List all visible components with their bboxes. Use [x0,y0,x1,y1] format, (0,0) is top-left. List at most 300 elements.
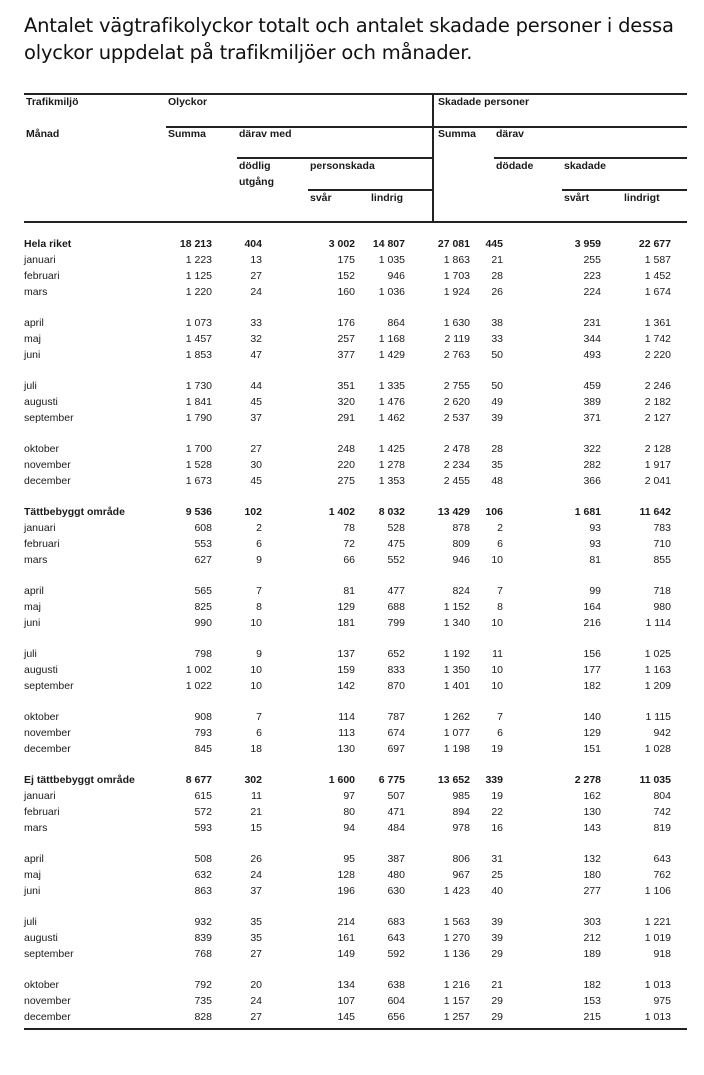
cell-personskada-lindrig: 507 [387,790,405,802]
cell-olyckor-summa: 1 125 [185,270,212,282]
header-olyckor-summa: Summa [168,128,206,140]
table-row [24,315,687,331]
cell-dodade: 29 [491,995,503,1007]
cell-skadade-lindrigt: 1 163 [644,664,671,676]
cell-personskada-lindrig: 638 [387,979,405,991]
cell-olyckor-summa: 1 002 [185,664,212,676]
cell-dodade: 16 [491,822,503,834]
cell-olyckor-summa: 839 [194,932,212,944]
cell-dodade: 35 [491,459,503,471]
cell-dodlig-utgang: 7 [256,585,262,597]
cell-skadade-summa: 2 455 [443,475,470,487]
cell-skadade-svart: 81 [589,554,601,566]
cell-personskada-lindrig: 1 429 [378,349,405,361]
cell-olyckor-summa: 768 [194,948,212,960]
cell-olyckor-summa: 1 457 [185,333,212,345]
month-label: november [24,727,71,739]
cell-personskada-lindrig: 475 [387,538,405,550]
cell-skadade-svart: 216 [583,617,601,629]
cell-skadade-lindrigt: 1 361 [644,317,671,329]
cell-olyckor-summa: 553 [194,538,212,550]
month-label: december [24,475,71,487]
cell-personskada-lindrig: 643 [387,932,405,944]
month-label: juli [24,916,37,928]
cell-dodlig-utgang: 7 [256,711,262,723]
cell-dodlig-utgang: 404 [244,238,262,250]
cell-personskada-svar: 130 [337,743,355,755]
cell-skadade-svart: 182 [583,979,601,991]
table-row [24,930,687,946]
cell-skadade-summa: 27 081 [437,238,470,250]
cell-dodade: 39 [491,916,503,928]
table-row [24,709,687,725]
cell-dodlig-utgang: 24 [250,286,262,298]
header-darav: därav [496,128,525,140]
section-label: Tättbebyggt område [24,506,125,518]
cell-skadade-summa: 2 119 [444,333,470,345]
table-row [24,331,687,347]
cell-skadade-summa: 1 216 [443,979,470,991]
cell-skadade-svart: 132 [583,853,601,865]
cell-personskada-lindrig: 946 [387,270,405,282]
table-row [24,457,687,473]
cell-personskada-lindrig: 1 462 [378,412,405,424]
table-row [24,473,687,489]
cell-personskada-svar: 176 [337,317,355,329]
cell-personskada-svar: 114 [338,711,355,723]
cell-dodlig-utgang: 26 [250,853,262,865]
cell-skadade-summa: 2 763 [443,349,470,361]
cell-personskada-svar: 220 [337,459,355,471]
cell-personskada-lindrig: 1 476 [378,396,405,408]
cell-skadade-lindrigt: 1 025 [644,648,671,660]
cell-skadade-svart: 189 [583,948,601,960]
cell-skadade-summa: 967 [452,869,470,881]
header-dodade: dödade [496,160,534,172]
cell-dodade: 26 [491,286,503,298]
cell-olyckor-summa: 1 853 [185,349,212,361]
cell-skadade-lindrigt: 742 [653,806,671,818]
cell-skadade-summa: 1 077 [443,727,470,739]
cell-personskada-lindrig: 1 353 [378,475,405,487]
cell-skadade-svart: 164 [583,601,601,613]
cell-dodlig-utgang: 45 [250,396,262,408]
table-row [24,804,687,820]
header-skadade: skadade [564,160,607,172]
cell-skadade-svart: 224 [583,286,601,298]
cell-dodlig-utgang: 27 [250,948,262,960]
table-row [24,993,687,1009]
cell-personskada-lindrig: 799 [387,617,405,629]
month-label: maj [24,333,41,345]
cell-olyckor-summa: 908 [194,711,212,723]
cell-personskada-svar: 113 [338,727,355,739]
cell-skadade-lindrigt: 643 [653,853,671,865]
cell-dodlig-utgang: 13 [250,254,262,266]
cell-olyckor-summa: 1 220 [185,286,212,298]
header-utgang: utgång [239,176,274,188]
cell-personskada-svar: 97 [343,790,355,802]
header-dodlig: dödlig [239,160,271,172]
cell-dodlig-utgang: 11 [251,790,262,802]
cell-personskada-svar: 160 [337,286,355,298]
cell-skadade-svart: 371 [583,412,601,424]
cell-skadade-summa: 1 863 [443,254,470,266]
cell-olyckor-summa: 845 [194,743,212,755]
cell-skadade-summa: 2 478 [443,443,470,455]
cell-personskada-lindrig: 477 [387,585,405,597]
month-label: juli [24,648,37,660]
cell-skadade-lindrigt: 980 [653,601,671,613]
cell-dodade: 339 [485,774,503,786]
month-label: september [24,948,74,960]
cell-dodade: 7 [497,711,503,723]
cell-personskada-lindrig: 484 [387,822,405,834]
cell-personskada-lindrig: 1 425 [378,443,405,455]
cell-skadade-lindrigt: 1 742 [644,333,671,345]
cell-dodade: 49 [491,396,503,408]
cell-skadade-lindrigt: 1 452 [644,270,671,282]
cell-personskada-lindrig: 14 807 [372,238,405,250]
cell-dodade: 6 [497,727,503,739]
month-label: oktober [24,443,60,455]
cell-skadade-summa: 1 262 [443,711,470,723]
cell-skadade-lindrigt: 11 035 [639,774,671,786]
cell-skadade-summa: 1 423 [443,885,470,897]
cell-skadade-svart: 130 [583,806,601,818]
cell-personskada-lindrig: 688 [387,601,405,613]
cell-olyckor-summa: 735 [194,995,212,1007]
cell-personskada-svar: 142 [337,680,355,692]
cell-dodade: 21 [491,979,503,991]
header-lindrig: lindrig [371,192,404,204]
cell-personskada-lindrig: 1 168 [378,333,405,345]
cell-dodlig-utgang: 302 [244,774,262,786]
cell-personskada-lindrig: 683 [387,916,405,928]
month-label: juli [24,380,37,392]
cell-dodade: 10 [491,554,503,566]
cell-skadade-svart: 143 [583,822,601,834]
cell-dodlig-utgang: 27 [250,443,262,455]
cell-olyckor-summa: 1 700 [185,443,212,455]
cell-skadade-svart: 140 [583,711,601,723]
table-row [24,284,687,300]
cell-olyckor-summa: 1 528 [185,459,212,471]
cell-olyckor-summa: 627 [194,554,212,566]
cell-dodlig-utgang: 35 [250,932,262,944]
cell-dodade: 31 [491,853,503,865]
cell-skadade-summa: 1 157 [443,995,470,1007]
cell-dodlig-utgang: 9 [256,648,262,660]
cell-dodade: 38 [491,317,503,329]
table-row [24,788,687,804]
cell-dodlig-utgang: 37 [250,412,262,424]
cell-dodade: 106 [485,506,503,518]
cell-skadade-svart: 231 [583,317,601,329]
cell-dodade: 11 [492,648,503,660]
cell-personskada-lindrig: 1 036 [378,286,405,298]
cell-dodade: 10 [491,664,503,676]
cell-personskada-lindrig: 6 775 [378,774,405,786]
cell-olyckor-summa: 615 [194,790,212,802]
cell-personskada-svar: 137 [337,648,355,660]
month-label: juni [24,349,41,361]
cell-skadade-lindrigt: 1 209 [644,680,671,692]
cell-personskada-svar: 214 [337,916,355,928]
cell-skadade-svart: 129 [583,727,601,739]
table-row [24,725,687,741]
cell-skadade-lindrigt: 11 642 [639,506,671,518]
cell-skadade-summa: 806 [452,853,470,865]
month-label: augusti [24,664,58,676]
month-label: maj [24,869,41,881]
cell-personskada-svar: 377 [337,349,355,361]
cell-dodlig-utgang: 21 [250,806,262,818]
cell-personskada-lindrig: 552 [387,554,405,566]
cell-dodade: 8 [497,601,503,613]
cell-skadade-summa: 1 152 [443,601,470,613]
cell-personskada-lindrig: 697 [387,743,405,755]
cell-dodade: 21 [491,254,503,266]
cell-skadade-lindrigt: 1 221 [644,916,671,928]
cell-olyckor-summa: 1 790 [185,412,212,424]
cell-olyckor-summa: 792 [194,979,212,991]
cell-personskada-svar: 128 [337,869,355,881]
table-row [24,252,687,268]
cell-dodade: 2 [497,522,503,534]
cell-dodade: 25 [491,869,503,881]
cell-skadade-summa: 824 [452,585,470,597]
cell-personskada-svar: 320 [337,396,355,408]
cell-skadade-summa: 1 630 [443,317,470,329]
cell-skadade-lindrigt: 2 127 [644,412,671,424]
cell-dodlig-utgang: 102 [244,506,262,518]
cell-dodade: 445 [485,238,503,250]
cell-skadade-svart: 99 [589,585,601,597]
cell-skadade-svart: 180 [583,869,601,881]
cell-olyckor-summa: 793 [194,727,212,739]
cell-skadade-svart: 93 [589,522,601,534]
cell-skadade-svart: 212 [583,932,601,944]
cell-dodade: 7 [497,585,503,597]
month-label: augusti [24,396,58,408]
cell-personskada-svar: 275 [337,475,355,487]
cell-skadade-lindrigt: 1 019 [644,932,671,944]
cell-skadade-lindrigt: 1 587 [644,254,671,266]
cell-skadade-lindrigt: 1 013 [644,1011,671,1023]
section-total-row [24,236,687,252]
cell-dodlig-utgang: 44 [250,380,262,392]
cell-skadade-svart: 277 [583,885,601,897]
cell-dodlig-utgang: 10 [250,664,262,676]
month-label: april [24,853,44,865]
cell-skadade-lindrigt: 918 [653,948,671,960]
cell-skadade-lindrigt: 2 246 [644,380,671,392]
table-row [24,1009,687,1025]
cell-skadade-svart: 182 [583,680,601,692]
cell-olyckor-summa: 863 [194,885,212,897]
table-row [24,883,687,899]
cell-dodlig-utgang: 6 [256,538,262,550]
cell-skadade-lindrigt: 710 [653,538,671,550]
cell-personskada-lindrig: 864 [387,317,405,329]
cell-skadade-lindrigt: 2 182 [644,396,671,408]
cell-skadade-lindrigt: 1 028 [644,743,671,755]
cell-skadade-summa: 2 620 [443,396,470,408]
section-total-row [24,772,687,788]
month-label: januari [24,254,56,266]
cell-skadade-svart: 282 [583,459,601,471]
cell-dodade: 50 [491,380,503,392]
cell-personskada-svar: 80 [343,806,355,818]
month-label: januari [24,790,56,802]
table-row [24,536,687,552]
cell-personskada-lindrig: 652 [387,648,405,660]
cell-skadade-lindrigt: 819 [653,822,671,834]
cell-olyckor-summa: 1 841 [185,396,212,408]
table-top-rule [24,93,687,95]
cell-skadade-lindrigt: 1 013 [644,979,671,991]
cell-skadade-svart: 151 [583,743,601,755]
cell-dodlig-utgang: 18 [250,743,262,755]
cell-personskada-lindrig: 656 [387,1011,405,1023]
cell-personskada-lindrig: 1 035 [378,254,405,266]
cell-dodade: 29 [491,948,503,960]
cell-dodlig-utgang: 6 [256,727,262,739]
table-row [24,441,687,457]
cell-dodlig-utgang: 24 [250,995,262,1007]
cell-dodlig-utgang: 37 [250,885,262,897]
month-label: mars [24,286,48,298]
cell-dodlig-utgang: 45 [250,475,262,487]
cell-olyckor-summa: 1 073 [185,317,212,329]
cell-personskada-svar: 351 [337,380,355,392]
header-skadade-summa: Summa [438,128,476,140]
cell-dodade: 19 [491,790,503,802]
cell-skadade-svart: 3 959 [574,238,601,250]
cell-skadade-lindrigt: 942 [653,727,671,739]
cell-skadade-summa: 1 270 [443,932,470,944]
cell-olyckor-summa: 828 [194,1011,212,1023]
cell-personskada-svar: 291 [337,412,355,424]
cell-skadade-lindrigt: 22 677 [638,238,671,250]
table-row [24,347,687,363]
header-vertical-divider [432,94,434,222]
cell-skadade-summa: 1 198 [443,743,470,755]
cell-skadade-summa: 2 537 [443,412,470,424]
cell-skadade-lindrigt: 804 [653,790,671,802]
month-label: februari [24,538,60,550]
cell-skadade-svart: 366 [583,475,601,487]
cell-skadade-summa: 894 [452,806,470,818]
cell-skadade-lindrigt: 855 [653,554,671,566]
cell-olyckor-summa: 18 213 [179,238,212,250]
month-label: oktober [24,979,60,991]
cell-skadade-summa: 1 192 [443,648,470,660]
cell-skadade-svart: 223 [583,270,601,282]
cell-skadade-lindrigt: 2 041 [644,475,671,487]
cell-skadade-svart: 215 [583,1011,601,1023]
cell-olyckor-summa: 565 [194,585,212,597]
cell-personskada-lindrig: 471 [387,806,405,818]
table-row [24,820,687,836]
cell-skadade-svart: 162 [583,790,601,802]
cell-dodade: 39 [491,412,503,424]
cell-olyckor-summa: 825 [194,601,212,613]
cell-skadade-summa: 809 [452,538,470,550]
cell-olyckor-summa: 508 [194,853,212,865]
cell-dodade: 39 [491,932,503,944]
cell-dodade: 22 [491,806,503,818]
table-row [24,977,687,993]
cell-skadade-summa: 1 563 [443,916,470,928]
table-body [24,236,687,1025]
cell-personskada-lindrig: 674 [387,727,405,739]
cell-skadade-lindrigt: 783 [653,522,671,534]
cell-skadade-lindrigt: 975 [653,995,671,1007]
section-total-row [24,504,687,520]
table-row [24,914,687,930]
cell-olyckor-summa: 798 [194,648,212,660]
month-label: september [24,412,74,424]
cell-skadade-svart: 344 [583,333,601,345]
month-label: november [24,995,71,1007]
header-personskada: personskada [310,160,375,172]
cell-skadade-lindrigt: 1 674 [644,286,671,298]
cell-dodlig-utgang: 47 [250,349,262,361]
table-row [24,378,687,394]
cell-personskada-lindrig: 833 [387,664,405,676]
table-row [24,394,687,410]
cell-personskada-lindrig: 870 [387,680,405,692]
table-row [24,599,687,615]
cell-personskada-svar: 72 [343,538,355,550]
cell-dodlig-utgang: 10 [250,617,262,629]
cell-skadade-svart: 459 [583,380,601,392]
cell-personskada-svar: 94 [343,822,355,834]
cell-skadade-summa: 2 755 [443,380,470,392]
cell-olyckor-summa: 8 677 [185,774,212,786]
table-row [24,946,687,962]
cell-dodlig-utgang: 33 [250,317,262,329]
table-row [24,520,687,536]
section-label: Hela riket [24,238,72,250]
header-darav-med: därav med [239,128,292,140]
cell-personskada-svar: 175 [337,254,355,266]
cell-dodade: 10 [491,617,503,629]
cell-skadade-lindrigt: 718 [653,585,671,597]
cell-skadade-summa: 13 429 [437,506,470,518]
month-label: april [24,317,44,329]
cell-skadade-svart: 177 [583,664,601,676]
header-trafikmiljo: Trafikmiljö [26,96,79,108]
cell-skadade-summa: 978 [452,822,470,834]
cell-dodade: 19 [491,743,503,755]
cell-personskada-lindrig: 787 [387,711,405,723]
month-label: oktober [24,711,60,723]
cell-personskada-svar: 159 [337,664,355,676]
table-row [24,268,687,284]
cell-skadade-svart: 93 [589,538,601,550]
table-row [24,662,687,678]
month-label: december [24,743,71,755]
month-label: juni [24,885,41,897]
cell-personskada-lindrig: 630 [387,885,405,897]
cell-personskada-lindrig: 1 335 [378,380,405,392]
cell-skadade-summa: 1 136 [443,948,470,960]
cell-skadade-lindrigt: 1 115 [645,711,671,723]
cell-dodade: 50 [491,349,503,361]
